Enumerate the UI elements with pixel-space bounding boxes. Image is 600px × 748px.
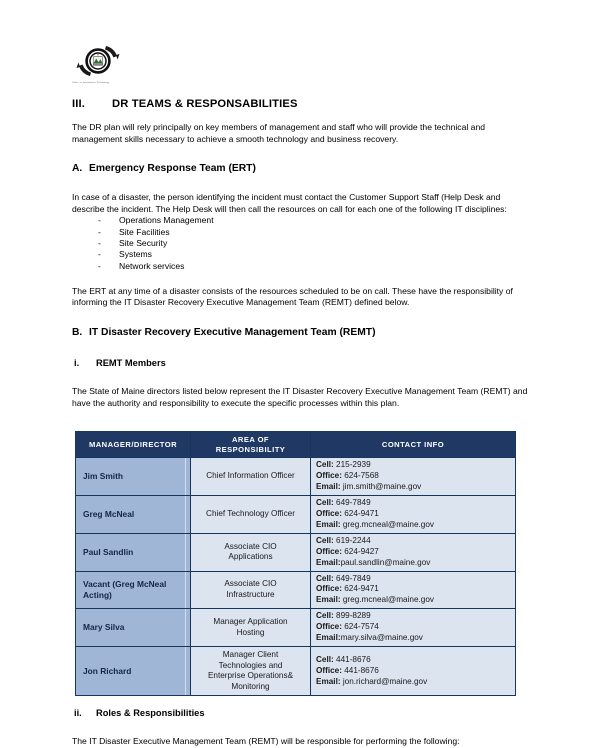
logo-caption: Office of Information Technology [72, 81, 110, 84]
label-email: Email: [316, 633, 341, 643]
label-office: Office: [316, 584, 342, 594]
value-email: jon.richard@maine.gov [342, 676, 428, 686]
heading-b-title: IT Disaster Recovery Executive Management Team (REMT) [89, 327, 376, 339]
contact-email-line [316, 633, 512, 644]
value-cell: 619-2244 [336, 535, 371, 545]
document-content [72, 42, 528, 748]
state-seal-icon [72, 42, 124, 80]
value-office: 624-9427 [344, 546, 379, 556]
value-office: 441-8676 [344, 665, 379, 675]
value-cell: 441-8676 [336, 654, 371, 664]
contact-email-line [316, 558, 512, 569]
label-cell: Cell: [316, 460, 334, 470]
table-header-row [76, 432, 516, 458]
section-iii-intro: The DR plan will rely principally on key members of management and staff who will provide the technical and management skills necessary to achieve a smooth technology and business recovery. [72, 122, 486, 144]
cell-manager-name: Mary Silva [76, 609, 191, 647]
list-item-label: Operations Management [119, 215, 214, 226]
area-line: Manager Application [213, 617, 288, 627]
cell-manager-name: Jim Smith [76, 458, 191, 496]
heading-section-iii [72, 98, 528, 110]
value-office: 624-7574 [344, 622, 379, 632]
area-line: Enterprise Operations& [207, 671, 294, 681]
cell-contact-info [311, 609, 516, 647]
label-email: Email: [316, 482, 341, 492]
header-line: MANAGER/DIRECTOR [88, 440, 178, 450]
heading-i-number: i. [74, 358, 80, 369]
contact-office-line [316, 547, 512, 558]
value-email: mary.silva@maine.gov [340, 633, 423, 643]
cell-manager-name: Greg McNeal [76, 496, 191, 534]
column-header-contact-info [311, 432, 516, 458]
area-line: Monitoring [231, 681, 270, 691]
area-line: Associate CIO [224, 541, 277, 551]
table-row [76, 647, 516, 696]
value-cell: 215-2939 [336, 460, 371, 470]
table-row [76, 571, 516, 609]
value-office: 624-9471 [344, 509, 379, 519]
heading-ii-number: ii. [74, 708, 82, 719]
cell-area-of-responsibility [191, 533, 311, 571]
heading-subsection-i [72, 358, 528, 368]
remt-members-table [75, 431, 516, 696]
label-cell: Cell: [316, 535, 334, 545]
table-row [76, 496, 516, 534]
contact-office-line [316, 584, 512, 595]
area-line: Associate CIO [224, 579, 277, 589]
list-item [98, 215, 528, 226]
cell-contact-info [311, 571, 516, 609]
cell-area-of-responsibility [191, 496, 311, 534]
value-email: greg.mcneal@maine.gov [342, 595, 435, 605]
contact-email-line [316, 520, 512, 531]
cell-area-of-responsibility [191, 647, 311, 696]
table-row [76, 533, 516, 571]
label-office: Office: [316, 665, 342, 675]
label-office: Office: [316, 546, 342, 556]
header-line: RESPONSIBILITY [215, 444, 286, 454]
dash-bullet: - [98, 215, 101, 226]
dash-bullet: - [98, 237, 101, 248]
header-line: AREA OF [231, 435, 270, 445]
list-item [98, 249, 528, 260]
organization-logo [72, 42, 142, 86]
area-line: Applications [228, 552, 273, 562]
area-line: Infrastructure [226, 589, 275, 599]
cell-area-of-responsibility [191, 609, 311, 647]
area-line: Technologies and [218, 660, 283, 670]
label-office: Office: [316, 471, 342, 481]
dash-bullet: - [98, 226, 101, 237]
label-cell: Cell: [316, 498, 334, 508]
contact-email-line [316, 482, 512, 493]
contact-office-line [316, 622, 512, 633]
contact-office-line [316, 471, 512, 482]
value-cell: 649-7849 [336, 573, 371, 583]
header-line: CONTACT INFO [381, 440, 445, 450]
area-line: Manager Client [222, 650, 279, 660]
value-office: 624-9471 [344, 584, 379, 594]
label-email: Email: [316, 557, 341, 567]
heading-subsection-ii [72, 708, 528, 718]
contact-cell-line [316, 536, 512, 547]
table-header [76, 432, 516, 458]
area-line: Chief Technology Officer [206, 509, 295, 519]
label-email: Email: [316, 676, 341, 686]
list-item [98, 238, 528, 249]
table-row [76, 609, 516, 647]
list-item-label: Site Facilities [119, 226, 170, 237]
dash-bullet: - [98, 260, 101, 271]
value-email: paul.sandlin@maine.gov [340, 557, 431, 567]
contact-email-line [316, 677, 512, 688]
subsection-ii-paragraph: The IT Disaster Executive Management Team (REMT) will be responsible for performing the following: [72, 736, 460, 747]
contact-cell-line [316, 655, 512, 666]
contact-email-line [316, 595, 512, 606]
cell-contact-info [311, 496, 516, 534]
heading-ii-title: Roles & Responsibilities [96, 708, 205, 719]
cell-area-of-responsibility [191, 571, 311, 609]
contact-cell-line [316, 611, 512, 622]
heading-a-title: Emergency Response Team (ERT) [89, 163, 256, 175]
label-office: Office: [316, 509, 342, 519]
label-email: Email: [316, 595, 341, 605]
cell-contact-info [311, 533, 516, 571]
it-disciplines-list [72, 215, 528, 271]
cell-contact-info [311, 647, 516, 696]
heading-iii-title: DR TEAMS & RESPONSABILITIES [112, 98, 298, 110]
subsection-i-paragraph: The State of Maine directors listed below represent the IT Disaster Recovery Executive Management Team (REMT) and have the authority and responsibility to execute the specific processes within this plan. [72, 386, 528, 408]
contact-cell-line [316, 498, 512, 509]
contact-office-line [316, 509, 512, 520]
area-line: Hosting [236, 627, 265, 637]
cell-area-of-responsibility [191, 458, 311, 496]
list-item-label: Network services [119, 260, 185, 271]
heading-iii-number: III. [72, 98, 86, 110]
value-email: greg.mcneal@maine.gov [342, 519, 435, 529]
area-line: Chief Information Officer [206, 471, 295, 481]
heading-section-b [72, 327, 528, 338]
heading-section-a [72, 163, 528, 174]
dash-bullet: - [98, 249, 101, 260]
contact-cell-line [316, 574, 512, 585]
list-item-label: Systems [119, 249, 152, 260]
list-item-label: Site Security [119, 237, 168, 248]
cell-manager-name: Vacant (Greg McNeal Acting) [76, 571, 191, 609]
value-cell: 899-8289 [336, 611, 371, 621]
value-office: 624-7568 [344, 471, 379, 481]
label-cell: Cell: [316, 654, 334, 664]
column-header-area-of-responsibility [191, 432, 311, 458]
value-cell: 649-7849 [336, 498, 371, 508]
heading-i-title: REMT Members [96, 358, 166, 369]
contact-office-line [316, 666, 512, 677]
heading-b-number: B. [72, 327, 83, 339]
label-cell: Cell: [316, 573, 334, 583]
table-row [76, 458, 516, 496]
table-body [76, 458, 516, 696]
contact-cell-line [316, 460, 512, 471]
label-email: Email: [316, 519, 341, 529]
value-email: jim.smith@maine.gov [342, 482, 422, 492]
list-item [98, 227, 528, 238]
cell-contact-info [311, 458, 516, 496]
cell-manager-name: Paul Sandlin [76, 533, 191, 571]
column-header-manager-director [76, 432, 191, 458]
list-item [98, 261, 528, 272]
section-a-closing: The ERT at any time of a disaster consists of the resources scheduled to be on call. These have the responsibility of informing the IT Disaster Recovery Executive Management Team (REMT) defined below. [72, 285, 513, 308]
label-cell: Cell: [316, 611, 334, 621]
heading-a-number: A. [72, 163, 83, 175]
section-a-paragraph: In case of a disaster, the person identifying the incident must contact the Customer Support Staff (Help Desk and describe the incident. The Help Desk will then call the resources on call for each one of the following IT disciplines: [72, 192, 507, 214]
cell-manager-name: Jon Richard [76, 647, 191, 696]
label-office: Office: [316, 622, 342, 632]
